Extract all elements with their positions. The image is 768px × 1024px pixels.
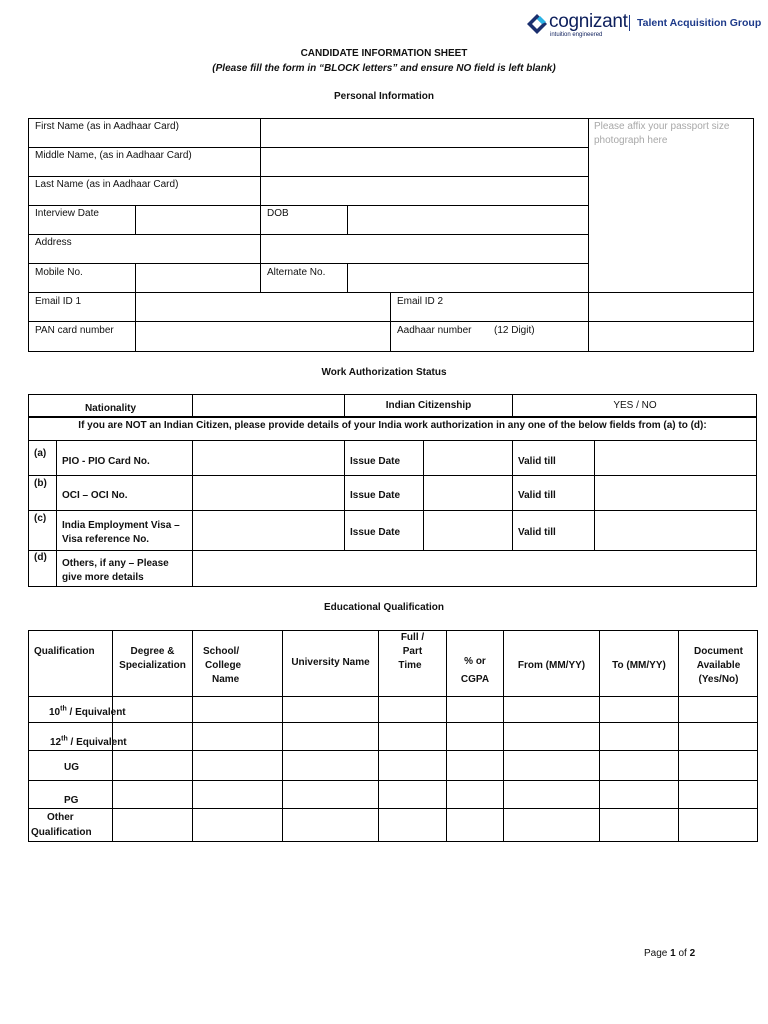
col-qualification: Qualification xyxy=(34,646,95,657)
col-university: University Name xyxy=(291,657,370,668)
nationality-field[interactable] xyxy=(193,395,344,416)
col-school-1: School/ xyxy=(203,646,240,657)
first-name-label: First Name (as in Aadhaar Card) xyxy=(35,121,179,132)
address-label: Address xyxy=(35,237,72,248)
pio-label: PIO - PIO Card No. xyxy=(62,456,150,467)
row-twelfth: 12th / Equivalent xyxy=(50,735,127,748)
header-divider xyxy=(629,15,630,31)
form-title: CANDIDATE INFORMATION SHEET xyxy=(300,48,468,59)
col-cgpa-2: CGPA xyxy=(460,674,490,685)
col-doc-1: Document xyxy=(694,646,743,657)
col-to: To (MM/YY) xyxy=(612,660,666,671)
dob-label: DOB xyxy=(267,208,289,219)
talent-acquisition-group: Talent Acquisition Group xyxy=(637,17,762,29)
interview-date-field[interactable] xyxy=(136,206,260,234)
page-number: Page 1 of 2 xyxy=(644,948,696,959)
employment-visa-label: India Employment Visa – xyxy=(62,520,180,531)
alternate-label: Alternate No. xyxy=(267,267,326,278)
oci-no-field[interactable] xyxy=(193,476,344,510)
dob-field[interactable] xyxy=(348,206,587,234)
pio-issue-date-field[interactable] xyxy=(424,441,512,475)
first-name-field[interactable] xyxy=(261,119,587,147)
address-field[interactable] xyxy=(261,235,587,263)
others-details-field[interactable] xyxy=(193,551,756,586)
oci-issue-date-label: Issue Date xyxy=(350,490,401,501)
col-doc-3: (Yes/No) xyxy=(698,674,739,685)
oci-issue-date-field[interactable] xyxy=(424,476,512,510)
brand-name: cognizant xyxy=(549,11,628,32)
education-heading: Educational Qualification xyxy=(323,602,444,613)
visa-valid-till-field[interactable] xyxy=(595,511,756,550)
row-tenth: 10th / Equivalent xyxy=(49,705,126,718)
pan-label: PAN card number xyxy=(35,325,114,336)
photo-note-line2: photograph here xyxy=(594,135,668,146)
row-ug: UG xyxy=(64,762,79,773)
last-name-label: Last Name (as in Aadhaar Card) xyxy=(35,179,179,190)
others-label-2: give more details xyxy=(62,572,144,583)
row-letter-a: (a) xyxy=(34,448,47,459)
email1-field[interactable] xyxy=(136,293,390,321)
col-school-2: College xyxy=(205,660,242,671)
email1-label: Email ID 1 xyxy=(35,296,82,307)
col-from: From (MM/YY) xyxy=(517,660,586,671)
row-other-1: Other xyxy=(47,812,74,823)
middle-name-label: Middle Name, (as in Aadhaar Card) xyxy=(35,150,192,161)
alternate-field[interactable] xyxy=(348,264,587,292)
form-subtitle: (Please fill the form in “BLOCK letters” and ensure NO field is left blank) xyxy=(212,63,556,74)
nationality-label: Nationality xyxy=(84,403,137,414)
pio-valid-till-label: Valid till xyxy=(518,456,556,467)
col-school-3: Name xyxy=(212,674,240,685)
oci-valid-till-field[interactable] xyxy=(595,476,756,510)
pio-card-field[interactable] xyxy=(193,441,344,475)
cognizant-logo-icon xyxy=(526,13,548,35)
row-pg: PG xyxy=(64,795,79,806)
row-letter-b: (b) xyxy=(34,478,47,489)
col-cgpa-1: % or xyxy=(464,656,486,667)
work-auth-heading: Work Authorization Status xyxy=(321,367,447,378)
interview-date-label: Interview Date xyxy=(35,208,99,219)
pan-field[interactable] xyxy=(136,322,390,351)
col-degree-1: Degree & xyxy=(130,646,175,657)
row-other-2: Qualification xyxy=(31,827,92,838)
brand-tagline: intuition engineered xyxy=(550,32,603,38)
mobile-field[interactable] xyxy=(136,264,260,292)
photo-box[interactable] xyxy=(589,119,753,292)
pio-issue-date-label: Issue Date xyxy=(350,456,401,467)
last-name-field[interactable] xyxy=(261,177,587,205)
aadhaar-note: (12 Digit) xyxy=(494,325,535,336)
visa-issue-date-field[interactable] xyxy=(424,511,512,550)
visa-reference-field[interactable] xyxy=(193,511,344,550)
mobile-label: Mobile No. xyxy=(35,267,83,278)
work-instruction: If you are NOT an Indian Citizen, please provide details of your India work authorization in any one of the below fields from (a) to (d): xyxy=(78,420,707,431)
aadhaar-label: Aadhaar number xyxy=(397,325,472,336)
middle-name-field[interactable] xyxy=(261,148,587,176)
visa-valid-till-label: Valid till xyxy=(518,527,556,538)
pio-valid-till-field[interactable] xyxy=(595,441,756,475)
visa-issue-date-label: Issue Date xyxy=(350,527,401,538)
col-time-3: Time xyxy=(398,660,422,671)
oci-valid-till-label: Valid till xyxy=(518,490,556,501)
photo-note-line1: Please affix your passport size xyxy=(594,121,730,132)
personal-info-heading: Personal Information xyxy=(333,91,434,102)
col-doc-2: Available xyxy=(696,660,741,671)
email2-field[interactable] xyxy=(589,293,753,321)
row-letter-d: (d) xyxy=(34,552,47,563)
col-time-2: Part xyxy=(402,646,423,657)
others-label: Others, if any – Please xyxy=(62,558,169,569)
indian-citizenship-label: Indian Citizenship xyxy=(385,400,472,411)
employment-visa-label-2: Visa reference No. xyxy=(62,534,150,545)
oci-label: OCI – OCI No. xyxy=(62,490,128,501)
aadhaar-field[interactable] xyxy=(589,322,753,351)
yes-no-option[interactable]: YES / NO xyxy=(613,400,657,411)
row-letter-c: (c) xyxy=(34,513,47,524)
col-degree-2: Specialization xyxy=(119,660,186,671)
email2-label: Email ID 2 xyxy=(397,296,444,307)
col-time-1: Full / xyxy=(400,632,425,643)
